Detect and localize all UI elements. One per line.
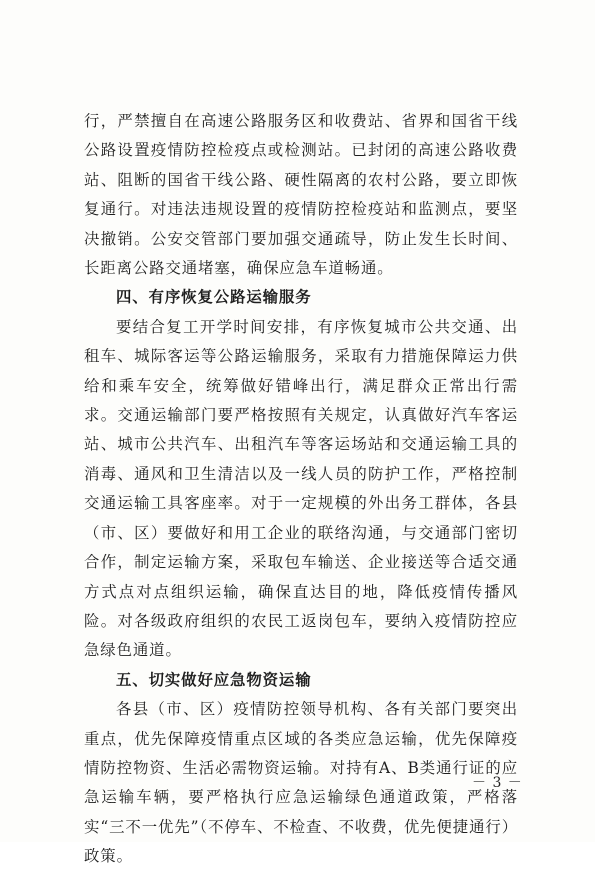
paragraph-section-5: 各县（市、区）疫情防控领导机构、各有关部门要突出重点，优先保障疫情重点区域的各类应急运输，优先保障疫情防控物资、生活必需物资运输。对持有A、B类通行证的应急运输车辆，要严格执行应急运输绿色通道政策，严格落实“三不一优先”（不停车、不检查、不收费，优先便捷通行）政策。	[84, 700, 518, 866]
section-heading-5: 五、切实做好应急物资运输	[116, 670, 312, 689]
paragraph-section-4: 要结合复工开学时间安排，有序恢复城市公共交通、出租车、城际客运等公路运输服务，采取有力措施保障运力供给和乘车安全，统筹做好错峰出行，满足群众正常出行需求。交通运输部门要严格按照有关规定，认真做好汽车客运站、城市公共汽车、出租汽车等客运场站和交通运输工具的消毒、通风和卫生清洁以及一线人员的防护工作，严格控制交通运输工具客座率。对于一定规模的外出务工群体，各县（市、区）要做好和用工企业的联络沟通，与交通部门密切合作，制定运输方案，采取包车输送、企业接送等合适交通方式点对点组织运输，确保直达目的地，降低疫情传播风险。对各级政府组织的农民工返岗包车，要纳入疫情防控应急绿色通道。	[84, 317, 518, 660]
section-heading-4: 四、有序恢复公路运输服务	[116, 288, 312, 307]
document-body	[84, 107, 518, 872]
page-number: － 3 －	[472, 775, 523, 791]
paragraph-continuation: 行，严禁擅自在高速公路服务区和收费站、省界和国省干线公路设置疫情防控检疫点或检测站。已封闭的高速公路收费站、阻断的国省干线公路、硬性隔离的农村公路，要立即恢复通行。对违法违规设置的疫情防控检疫站和监测点，要坚决撤销。公安交管部门要加强交通疏导，防止发生长时间、长距离公路交通堵塞，确保应急车道畅通。	[84, 112, 518, 278]
